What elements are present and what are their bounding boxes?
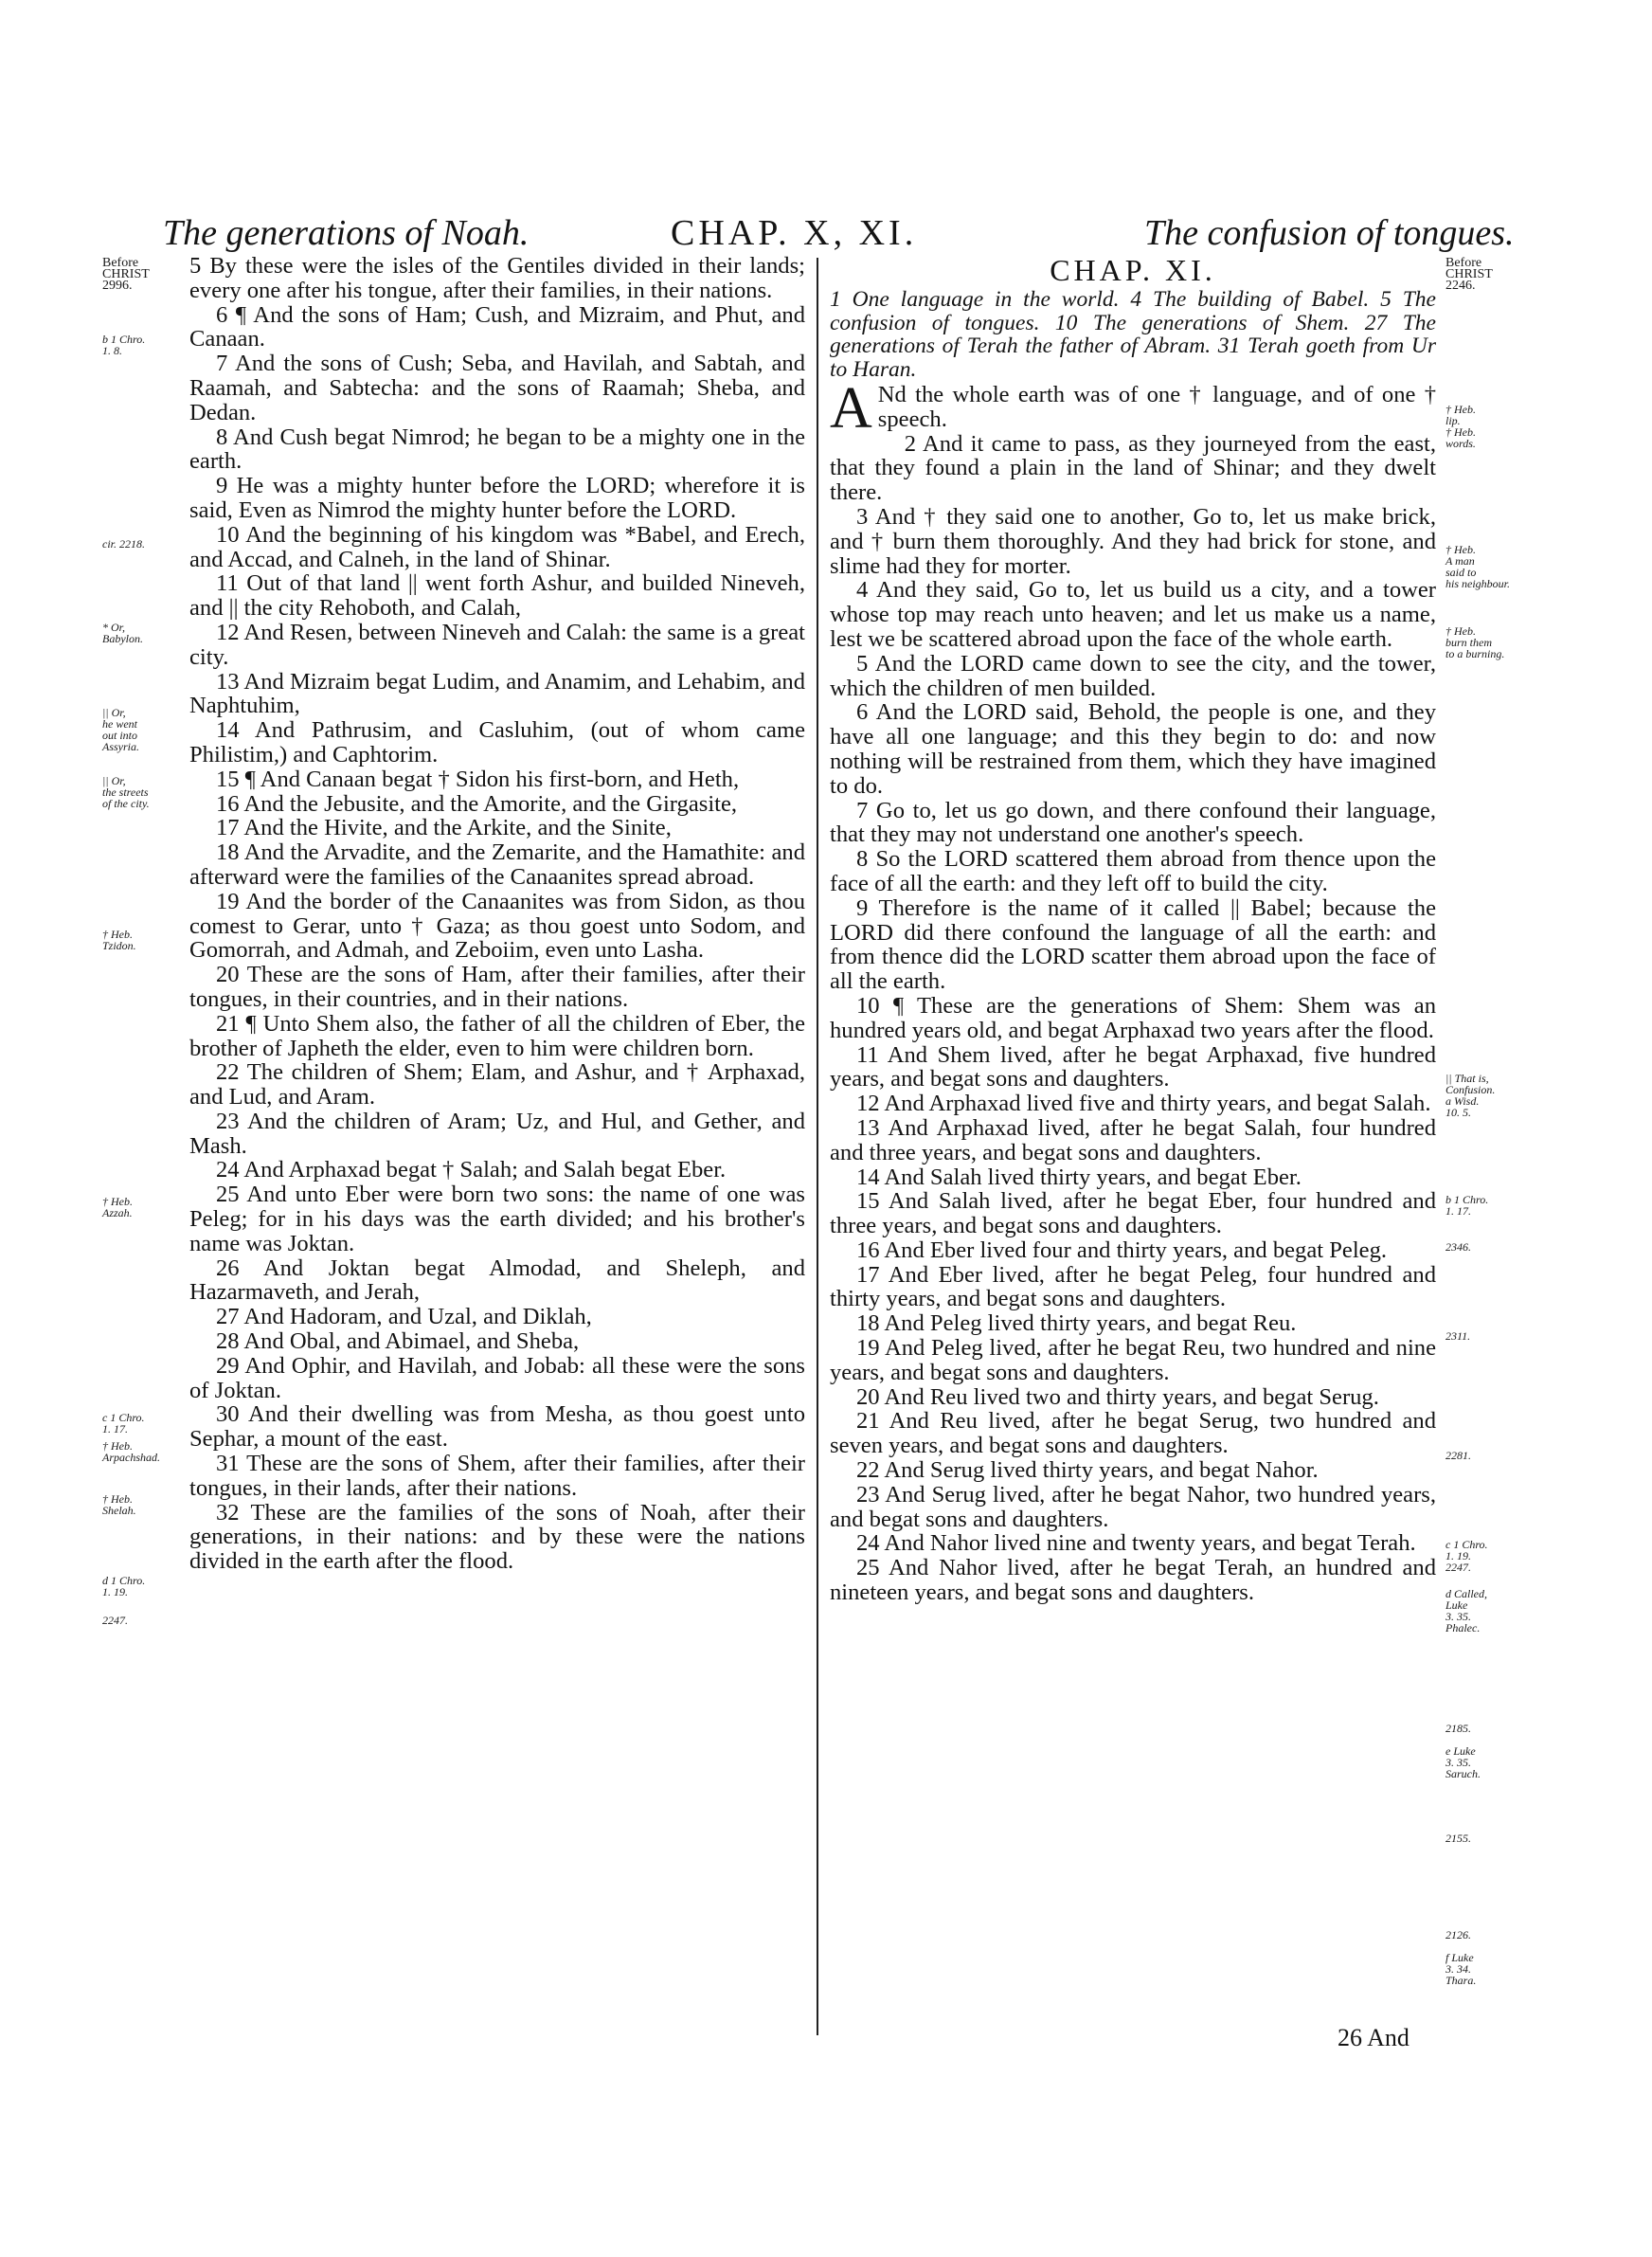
margin-note-right: † Heb. burn them to a burning.: [1446, 624, 1505, 660]
verse-10-19: 19 And the border of the Canaanites was from Sidon, as thou comest to Gerar, unto † Gaza; as thou goest unto Sodom, and Gomorrah, and Admah, and Zeboiim, even unto Lasha.: [189, 888, 805, 964]
margin-note-right: || That is, Confusion. a Wisd. 10. 5.: [1446, 1072, 1496, 1119]
verse-10-5: 5 By these were the isles of the Gentiles divided in their lands; every one after his tongue, after their families, in their nations.: [189, 253, 805, 303]
verse-11-13: 13 And Arphaxad lived, after he begat Salah, four hundred and three years, and begat sons and daughters.: [830, 1114, 1436, 1165]
verse-10-16: 16 And the Jebusite, and the Amorite, and the Girgasite,: [216, 790, 738, 817]
verse-10-27: 27 And Hadoram, and Uzal, and Diklah,: [216, 1304, 592, 1330]
verse-10-6: 6 ¶ And the sons of Ham; Cush, and Mizraim, and Phut, and Canaan.: [189, 301, 805, 352]
verse-10-8: 8 And Cush begat Nimrod; he began to be a mighty one in the earth.: [189, 424, 805, 475]
verse-10-25: 25 And unto Eber were born two sons: the name of one was Peleg; for in his days was the earth divided; and his brother's name was Joktan.: [189, 1182, 805, 1256]
verse-11-10: 10 ¶ These are the generations of Shem: Shem was an hundred years old, and begat Arphaxad two years after the flood.: [830, 992, 1436, 1043]
margin-note-left: 2247.: [102, 1614, 128, 1627]
column-rule: [817, 258, 818, 2035]
verse-11-11: 11 And Shem lived, after he begat Arphaxad, five hundred years, and begat sons and daughters.: [830, 1041, 1436, 1092]
verse-10-18: 18 And the Arvadite, and the Zemarite, and the Hamathite: and afterward were the families of the Canaanites spread abroad.: [189, 840, 805, 890]
verse-10-14: 14 And Pathrusim, and Casluhim, (out of whom came Philistim,) and Caphtorim.: [189, 717, 805, 767]
margin-note-right: 2155.: [1446, 1832, 1471, 1845]
verse-11-8: 8 So the LORD scattered them abroad from thence upon the face of all the earth: and they left off to build the city.: [830, 846, 1436, 896]
margin-note-left: c 1 Chro. 1. 17.: [102, 1411, 145, 1435]
margin-note-left: † Heb. Azzah.: [102, 1195, 133, 1219]
verse-11-15: 15 And Salah lived, after he begat Eber, four hundred and three years, and begat sons and daughters.: [830, 1188, 1436, 1239]
verse-10-28: 28 And Obal, and Abimael, and Sheba,: [216, 1328, 580, 1355]
running-head-left: The generations of Noah.: [163, 213, 530, 253]
running-head-chapter: CHAP. X, XI.: [671, 213, 918, 253]
verse-11-21: 21 And Reu lived, after he begat Serug, two hundred and seven years, and begat sons and daughters.: [830, 1408, 1436, 1459]
margin-note-left: * Or, Babylon.: [102, 621, 143, 645]
verse-10-12: 12 And Resen, between Nineveh and Calah: the same is a great city.: [189, 619, 805, 670]
chapter-summary: 1 One language in the world. 4 The building of Babel. 5 The confusion of tongues. 10 The generations of Shem. 27 The generations of Terah the father of Abram. 31 Terah goeth from Ur to Haran.: [830, 287, 1436, 382]
verse-10-22: 22 The children of Shem; Elam, and Ashur, and † Arphaxad, and Lud, and Aram.: [189, 1059, 805, 1110]
margin-note-left: † Heb. Tzidon.: [102, 928, 136, 952]
verse-11-12: 12 And Arphaxad lived five and thirty years, and begat Salah.: [856, 1091, 1431, 1117]
verse-11-24: 24 And Nahor lived nine and twenty years, and begat Terah.: [856, 1530, 1416, 1557]
catchword: 26 And: [1338, 2024, 1410, 2051]
verse-10-24: 24 And Arphaxad begat † Salah; and Salah begat Eber.: [216, 1157, 727, 1183]
margin-note-right: 2346.: [1446, 1240, 1471, 1254]
verse-10-9: 9 He was a mighty hunter before the LORD; wherefore it is said, Even as Nimrod the mighty hunter before the LORD.: [189, 473, 805, 523]
verse-11-20: 20 And Reu lived two and thirty years, and begat Serug.: [856, 1383, 1379, 1410]
margin-note-right: 2126.: [1446, 1928, 1471, 1941]
verse-11-3: 3 And † they said one to another, Go to, let us make brick, and † burn them thoroughly. And they had brick for stone, and slime had they for morter.: [830, 503, 1436, 579]
verse-11-2: 2 And it came to pass, as they journeyed from the east, that they found a plain in the land of Shinar; and they dwelt there.: [830, 430, 1436, 506]
verse-10-21: 21 ¶ Unto Shem also, the father of all the children of Eber, the brother of Japheth the elder, even to him were children born.: [189, 1010, 805, 1061]
verse-10-31: 31 These are the sons of Shem, after their families, after their tongues, in their lands, after their nations.: [189, 1451, 805, 1501]
margin-note-right: † Heb. A man said to his neighbour.: [1446, 543, 1511, 590]
margin-note-right: e Luke 3. 35. Saruch.: [1446, 1744, 1481, 1780]
verse-10-32: 32 These are the families of the sons of Noah, after their generations, in their nations: and by these were the nations divided in the earth after the flood.: [189, 1499, 805, 1575]
left-column: [189, 254, 805, 1574]
verse-11-7: 7 Go to, let us go down, and there confound their language, that they may not understand one another's speech.: [830, 797, 1436, 848]
verse-11-19: 19 And Peleg lived, after he begat Reu, two hundred and nine years, and begat sons and daughters.: [830, 1335, 1436, 1385]
margin-note-left: † Heb. Arpachshad.: [102, 1439, 160, 1464]
margin-note-right: † Heb. lip. † Heb. words.: [1446, 403, 1476, 450]
verse-10-23: 23 And the children of Aram; Uz, and Hul, and Gether, and Mash.: [189, 1108, 805, 1159]
margin-note-right: Before CHRIST 2246.: [1446, 256, 1493, 293]
verse-10-26: 26 And Joktan begat Almodad, and Sheleph, and Hazarmaveth, and Jerah,: [189, 1255, 805, 1306]
verse-10-11: 11 Out of that land || went forth Ashur, and builded Nineveh, and || the city Rehoboth, and Calah,: [189, 570, 805, 622]
margin-note-right: 2185.: [1446, 1722, 1471, 1735]
verse-11-6: 6 And the LORD said, Behold, the people is one, and they have all one language; and this they begin to do: and now nothing will be restrained from them, which they have imagined to do.: [830, 699, 1436, 799]
margin-note-right: 2281.: [1446, 1449, 1471, 1462]
verse-11-23: 23 And Serug lived, after he begat Nahor, two hundred years, and begat sons and daughters.: [830, 1481, 1436, 1532]
margin-note-left: Before CHRIST 2996.: [102, 256, 150, 293]
margin-note-left: cir. 2218.: [102, 537, 145, 551]
verse-11-18: 18 And Peleg lived thirty years, and begat Reu.: [856, 1310, 1297, 1337]
verse-10-17: 17 And the Hivite, and the Arkite, and the Sinite,: [216, 815, 672, 841]
verse-11-16: 16 And Eber lived four and thirty years, and begat Peleg.: [856, 1237, 1388, 1263]
margin-note-right: c 1 Chro. 1. 19. 2247.: [1446, 1538, 1488, 1574]
verse-10-30: 30 And their dwelling was from Mesha, as thou goest unto Sephar, a mount of the east.: [189, 1401, 805, 1453]
margin-note-left: d 1 Chro. 1. 19.: [102, 1574, 146, 1598]
verse-11-22: 22 And Serug lived thirty years, and begat Nahor.: [856, 1457, 1319, 1484]
margin-note-right: b 1 Chro. 1. 17.: [1446, 1193, 1489, 1218]
right-column: [830, 254, 1436, 1605]
margin-note-right: f Luke 3. 34. Thara.: [1446, 1951, 1477, 1987]
drop-cap: A: [830, 376, 872, 441]
verse-11-5: 5 And the LORD came down to see the city, and the tower, which the children of men builded.: [830, 650, 1436, 701]
margin-note-right: d Called, Luke 3. 35. Phalec.: [1446, 1587, 1487, 1634]
margin-note-left: || Or, he went out into Assyria.: [102, 706, 139, 753]
verse-10-10: 10 And the beginning of his kingdom was *Babel, and Erech, and Accad, and Calneh, in the land of Shinar.: [189, 521, 805, 572]
verse-11-14: 14 And Salah lived thirty years, and begat Eber.: [856, 1164, 1302, 1190]
verse-11-17: 17 And Eber lived, after he begat Peleg, four hundred and thirty years, and begat sons and daughters.: [830, 1261, 1436, 1312]
chapter-heading: CHAP. XI.: [1050, 253, 1216, 287]
running-head-right: The confusion of tongues.: [1144, 213, 1515, 253]
margin-note-left: † Heb. Shelah.: [102, 1492, 136, 1517]
verse-10-15: 15 ¶ And Canaan begat † Sidon his first-born, and Heth,: [216, 766, 740, 792]
verse-10-13: 13 And Mizraim begat Ludim, and Anamim, and Lehabim, and Naphtuhim,: [189, 668, 805, 719]
verse-11-9: 9 Therefore is the name of it called || Babel; because the LORD did there confound the language of all the earth: and from thence did the LORD scatter them abroad upon the face of all the earth.: [830, 894, 1436, 995]
verse-11-25: 25 And Nahor lived, after he begat Terah, an hundred and nineteen years, and begat sons and daughters.: [830, 1555, 1436, 1606]
margin-note-left: b 1 Chro. 1. 8.: [102, 333, 146, 357]
verse-11-4: 4 And they said, Go to, let us build us a city, and a tower whose top may reach unto heaven; and let us make us a name, lest we be scattered abroad upon the face of the whole earth.: [830, 577, 1436, 652]
verse-10-20: 20 These are the sons of Ham, after their families, after their tongues, in their countries, and in their nations.: [189, 962, 805, 1012]
margin-note-left: || Or, the streets of the city.: [102, 774, 150, 810]
margin-note-right: 2311.: [1446, 1329, 1471, 1343]
verse-10-29: 29 And Ophir, and Havilah, and Jobab: all these were the sons of Joktan.: [189, 1352, 805, 1403]
verse-11-1: [830, 376, 1436, 441]
verse-10-7: 7 And the sons of Cush; Seba, and Havilah, and Sabtah, and Raamah, and Sabtecha: and the sons of Raamah; Sheba, and Dedan.: [189, 351, 805, 425]
verse-11-1-text: Nd the whole earth was of one † language, and of one † speech.: [877, 382, 1436, 432]
